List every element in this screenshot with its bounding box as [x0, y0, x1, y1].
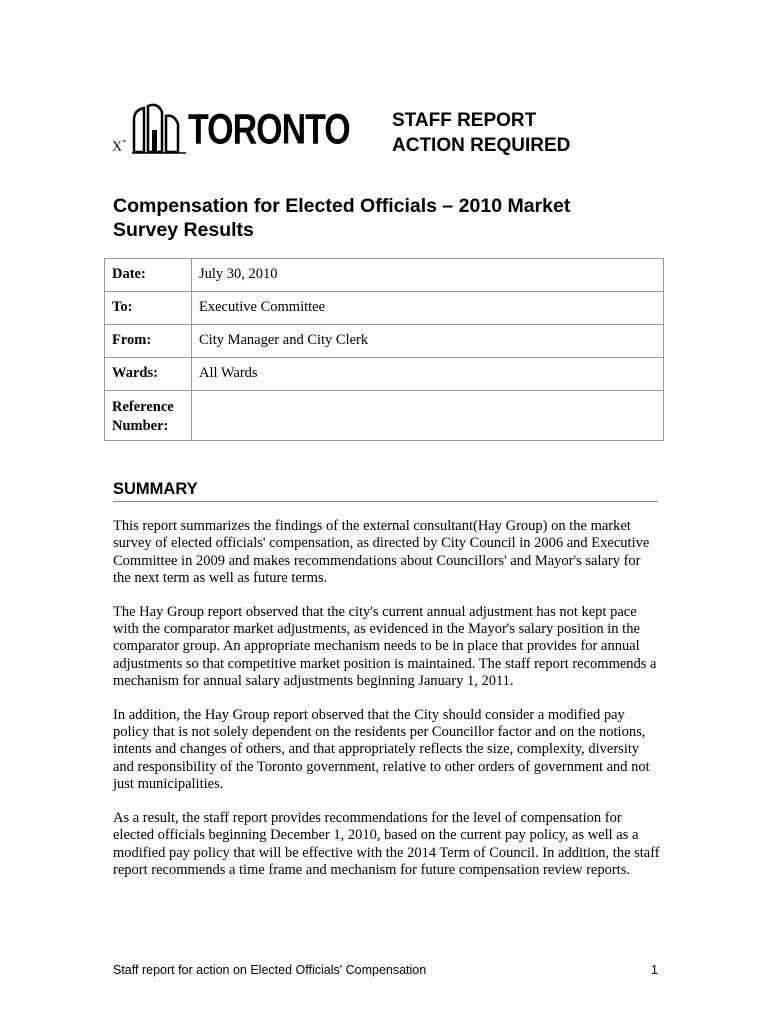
report-type-line2: ACTION REQUIRED — [392, 135, 571, 156]
report-meta-table — [104, 258, 664, 441]
report-header — [112, 100, 672, 160]
footer-text: Staff report for action on Elected Officials' Compensation — [113, 963, 427, 977]
toronto-logo — [132, 102, 350, 156]
page-footer — [113, 963, 658, 977]
meta-row-wards — [105, 358, 664, 391]
report-type-line1: STAFF REPORT — [392, 110, 537, 131]
report-title-line2: Survey Results — [113, 219, 254, 241]
summary-paragraph: As a result, the staff report provides recommendations for the level of compensation for elected officials beginning December 1, 2010, based on the current pay policy, as well as a modified pay policy that will be effective with the 2014 Term of Council. In addition, the staff report recommends a time frame and mechanism for future compensation review reports. — [113, 809, 660, 878]
summary-paragraph: This report summarizes the findings of the external consultant(Hay Group) on the market survey of elected officials' compensation, as directed by City Council in 2006 and Executive Committee in 2009 and makes recommendations about Councillors' and Mayor's salary for the next term as well as future terms. — [113, 518, 650, 587]
logo-wordmark: TORONTO — [188, 106, 350, 154]
meta-row-from — [105, 325, 664, 358]
report-title — [113, 194, 673, 242]
meta-label: Wards: — [105, 358, 192, 391]
meta-value: City Manager and City Clerk — [192, 325, 664, 358]
summary-paragraph: The Hay Group report observed that the city's current annual adjustment has not kept pace with the comparator market adjustments, as evidenced in the Mayor's salary position in the comparator group. An appropriate mechanism needs to be in place that provides for annual adjustments so that competitive market position is maintained. The staff report recommends a mechanism for annual salary adjustments beginning January 1, 2011. — [113, 603, 657, 690]
meta-value: July 30, 2010 — [192, 259, 664, 292]
meta-row-to — [105, 292, 664, 325]
page-number: 1 — [651, 963, 658, 977]
report-title-line1: Compensation for Elected Officials – 2010 Market — [113, 195, 571, 217]
x-mark: X* — [112, 138, 127, 155]
meta-value — [192, 391, 664, 441]
meta-label: Date: — [105, 259, 192, 292]
meta-value: Executive Committee — [192, 292, 664, 325]
summary-body — [113, 518, 661, 895]
meta-label: From: — [105, 325, 192, 358]
meta-row-date — [105, 259, 664, 292]
meta-row-reference — [105, 391, 664, 441]
section-heading-summary: SUMMARY — [113, 480, 658, 502]
meta-value: All Wards — [192, 358, 664, 391]
summary-paragraph: In addition, the Hay Group report observed that the City should consider a modified pay policy that is not solely dependent on the residents per Councillor factor and on the notions, intents and changes of others, and that appropriately reflects the size, complexity, diversity and responsibility of the Toronto government, relative to other orders of government and not just municipalities. — [113, 706, 650, 793]
city-hall-icon — [132, 102, 186, 156]
meta-label: Reference Number: — [105, 391, 192, 441]
report-type — [392, 108, 570, 158]
meta-label: To: — [105, 292, 192, 325]
